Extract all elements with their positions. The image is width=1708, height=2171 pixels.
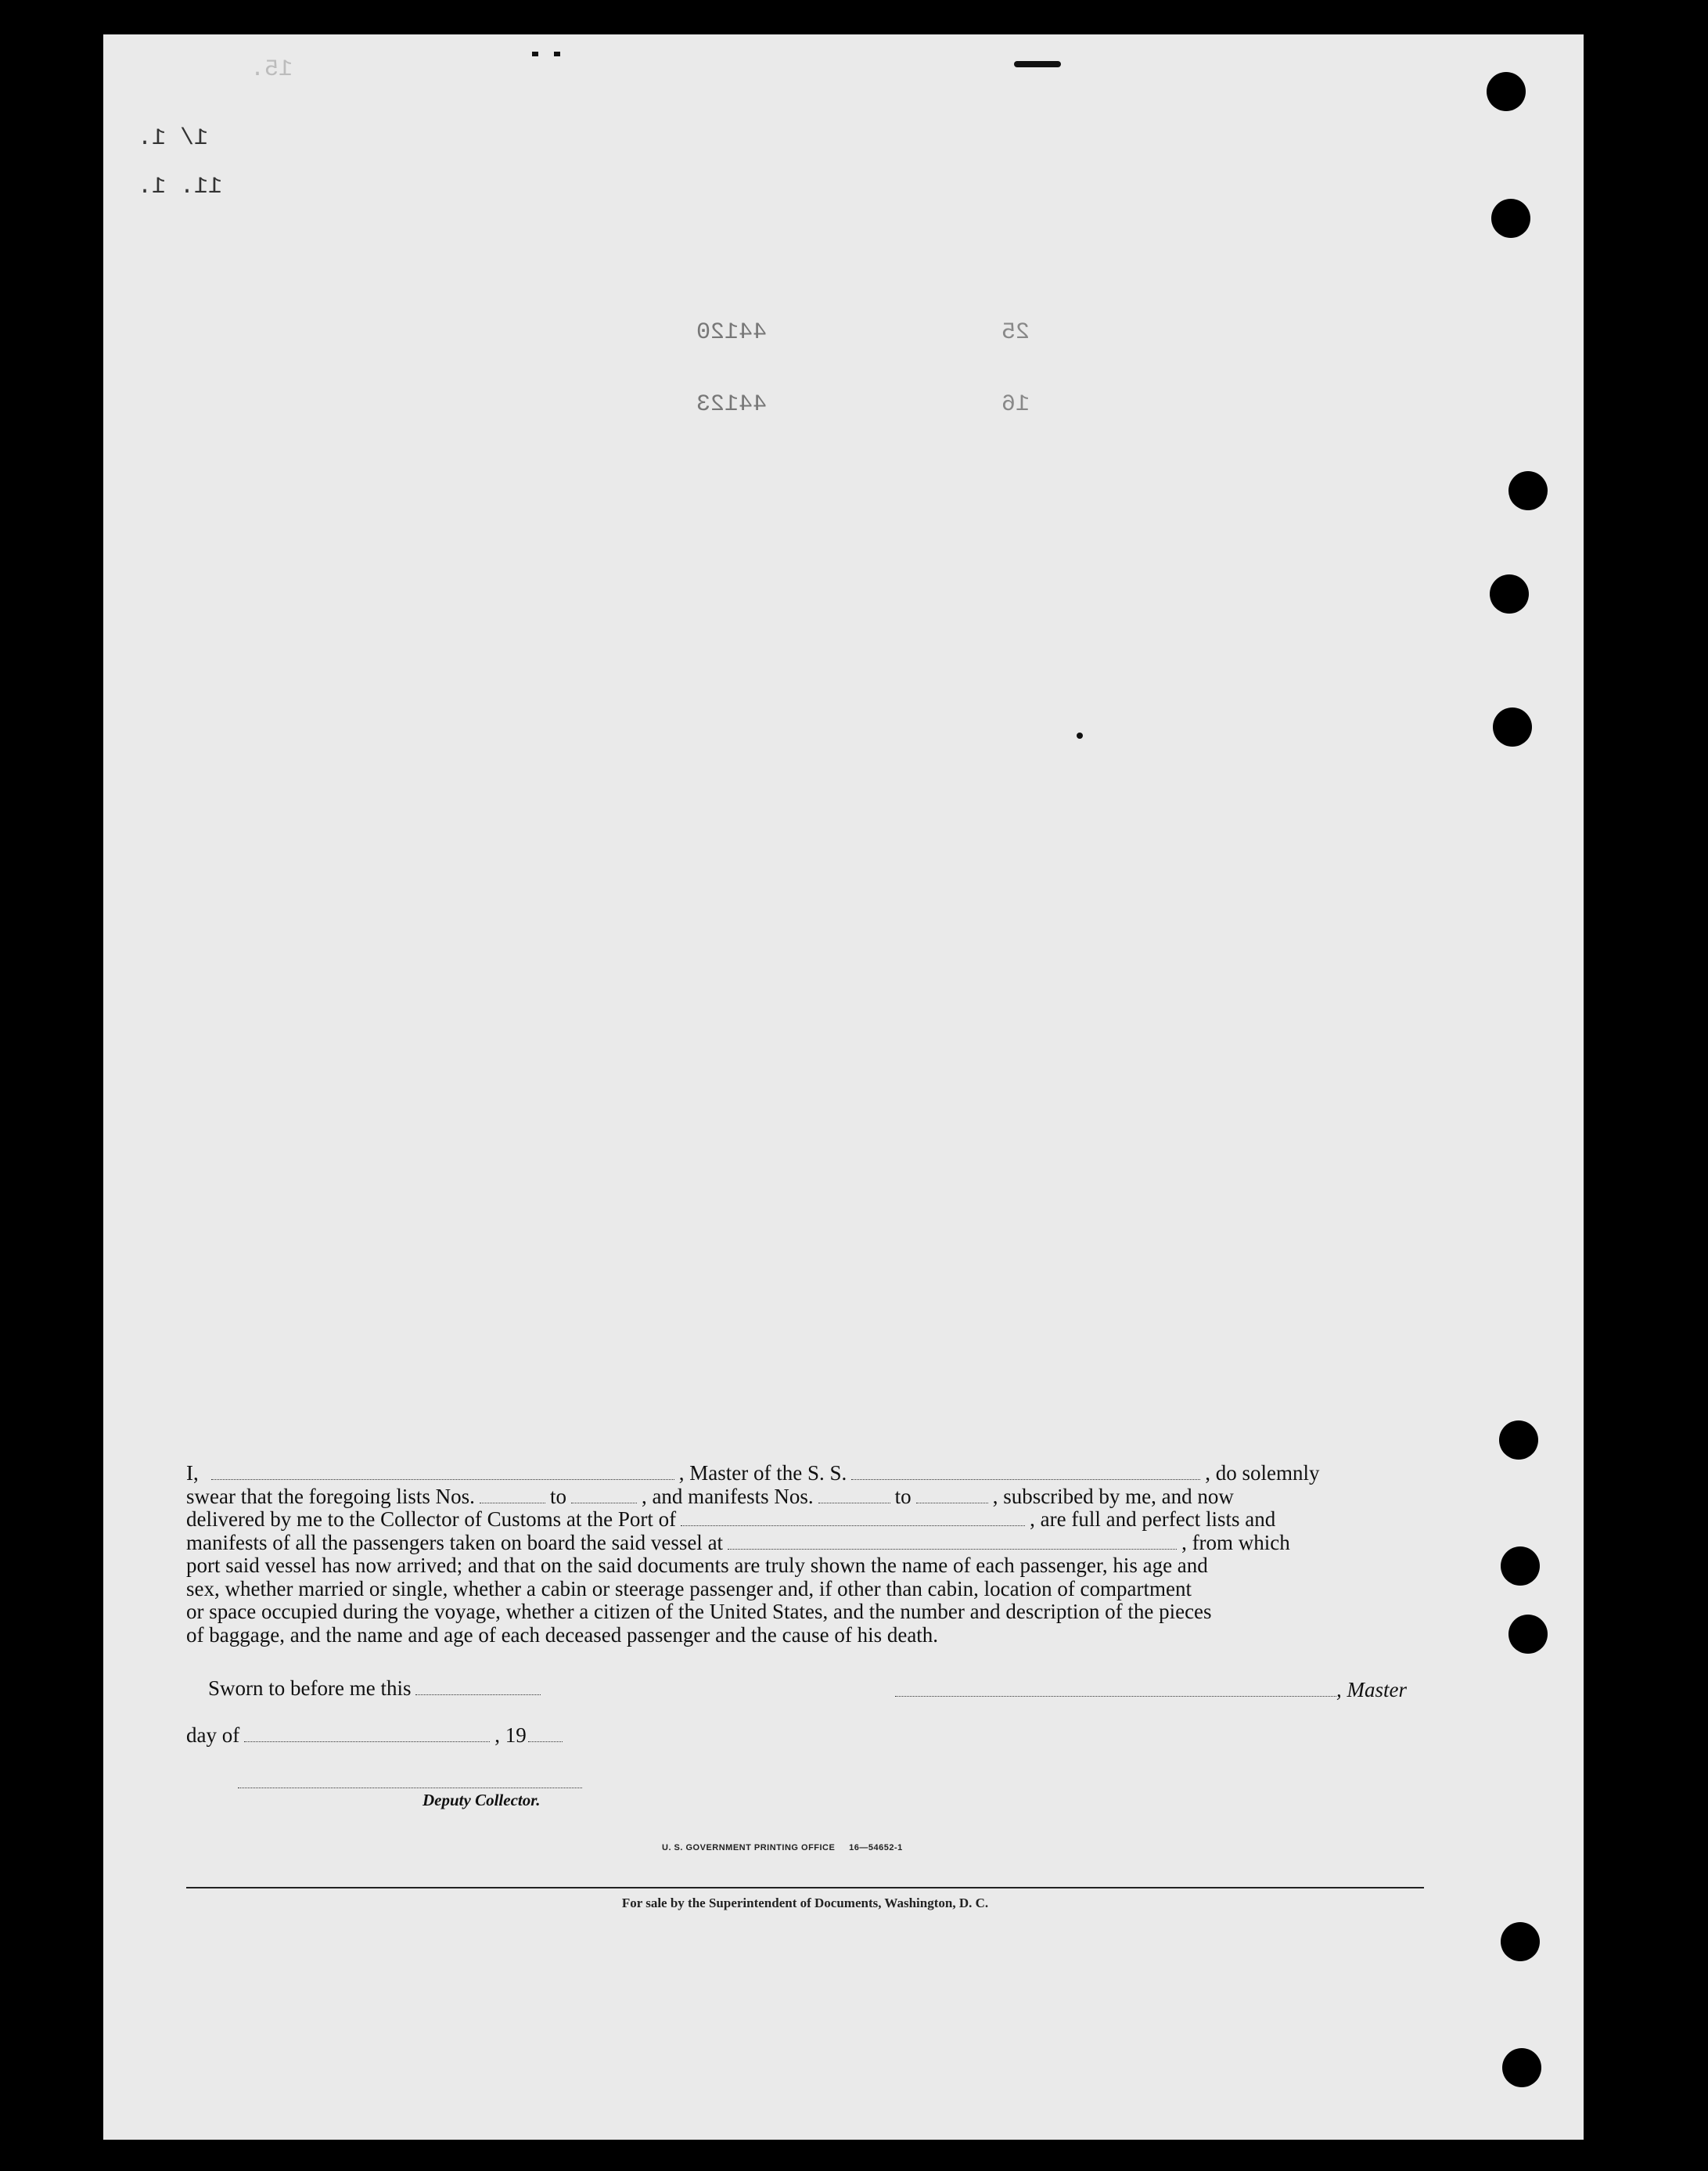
punch-hole (1499, 1420, 1538, 1460)
bleed-through-number: 44123 (696, 391, 768, 418)
punch-hole (1508, 471, 1548, 510)
oath-paragraph (186, 1462, 1424, 1647)
oath-text: delivered by me to the Collector of Customs at the Port of (186, 1507, 677, 1531)
punch-hole (1508, 1615, 1548, 1654)
master-signature-line (895, 1678, 1407, 1702)
departure-port-blank[interactable] (728, 1549, 1177, 1550)
oath-line: or space occupied during the voyage, whether a citizen of the United States, and the number and description of the pieces (186, 1600, 1212, 1623)
oath-text: I, (186, 1461, 199, 1485)
ink-mark (1014, 61, 1061, 67)
master-name-blank[interactable] (211, 1479, 674, 1480)
punch-hole (1490, 574, 1529, 614)
bleed-through-column: 25 (1001, 319, 1030, 346)
oath-line: port said vessel has now arrived; and that on the said documents are truly shown the name of each passenger, his age and (186, 1554, 1208, 1577)
day-of-label: day of (186, 1723, 240, 1747)
bleed-through-reference: 1/ 1. (138, 125, 209, 152)
year-label: , 19 (494, 1723, 527, 1747)
ink-mark (554, 52, 560, 56)
ink-mark (532, 52, 538, 56)
punch-hole (1493, 707, 1532, 747)
bleed-through-number: 44120 (696, 319, 768, 346)
oath-text: swear that the foregoing lists Nos. (186, 1484, 475, 1508)
punch-hole (1502, 2048, 1541, 2087)
document-sheet (103, 34, 1584, 2140)
oath-line (186, 1508, 1424, 1532)
master-signature-blank[interactable] (895, 1696, 1336, 1697)
oath-line: of baggage, and the name and age of each deceased passenger and the cause of his death. (186, 1622, 939, 1647)
sworn-label: Sworn to before me this (208, 1676, 412, 1700)
punch-hole (1501, 1546, 1540, 1586)
oath-text: , from which (1181, 1530, 1290, 1554)
oath-line: sex, whether married or single, whether a cabin or steerage passenger and, if other than cabin, location of compartment (186, 1576, 1192, 1600)
sworn-date-blank[interactable] (415, 1694, 541, 1695)
printing-office-imprint: U. S. GOVERNMENT PRINTING OFFICE 16—54652-1 (662, 1843, 903, 1852)
oath-text: manifests of all the passengers taken on board the said vessel at (186, 1530, 724, 1554)
sworn-line (208, 1676, 545, 1701)
punch-hole (1501, 1922, 1540, 1961)
deputy-collector-label: Deputy Collector. (423, 1791, 541, 1809)
month-blank[interactable] (244, 1741, 490, 1742)
master-label: , Master (1336, 1678, 1407, 1701)
bleed-through-reference: 11. 1. (138, 174, 223, 200)
oath-text: , are full and perfect lists and (1030, 1507, 1276, 1531)
footer-sale-notice: For sale by the Superintendent of Documents, Washington, D. C. (621, 1896, 989, 1910)
day-of-line (186, 1723, 567, 1748)
footer-rule (186, 1887, 1424, 1888)
year-blank[interactable] (528, 1741, 563, 1742)
oath-text: , and manifests Nos. (641, 1484, 814, 1508)
oath-line (186, 1532, 1424, 1555)
bleed-through-column: 16 (1001, 391, 1030, 418)
oath-line (186, 1462, 1424, 1485)
oath-text: to (549, 1484, 566, 1508)
ink-mark (1077, 733, 1083, 739)
port-blank[interactable] (681, 1525, 1025, 1526)
punch-hole (1487, 72, 1526, 111)
punch-hole (1491, 199, 1530, 238)
ship-name-blank[interactable] (851, 1479, 1200, 1480)
oath-text: , do solemnly (1205, 1461, 1320, 1485)
oath-text: to (894, 1484, 912, 1508)
oath-line (186, 1485, 1424, 1509)
oath-text: , Master of the S. S. (678, 1461, 847, 1485)
oath-text: , subscribed by me, and now (992, 1484, 1234, 1508)
bleed-through-page-number: 15. (250, 56, 293, 83)
